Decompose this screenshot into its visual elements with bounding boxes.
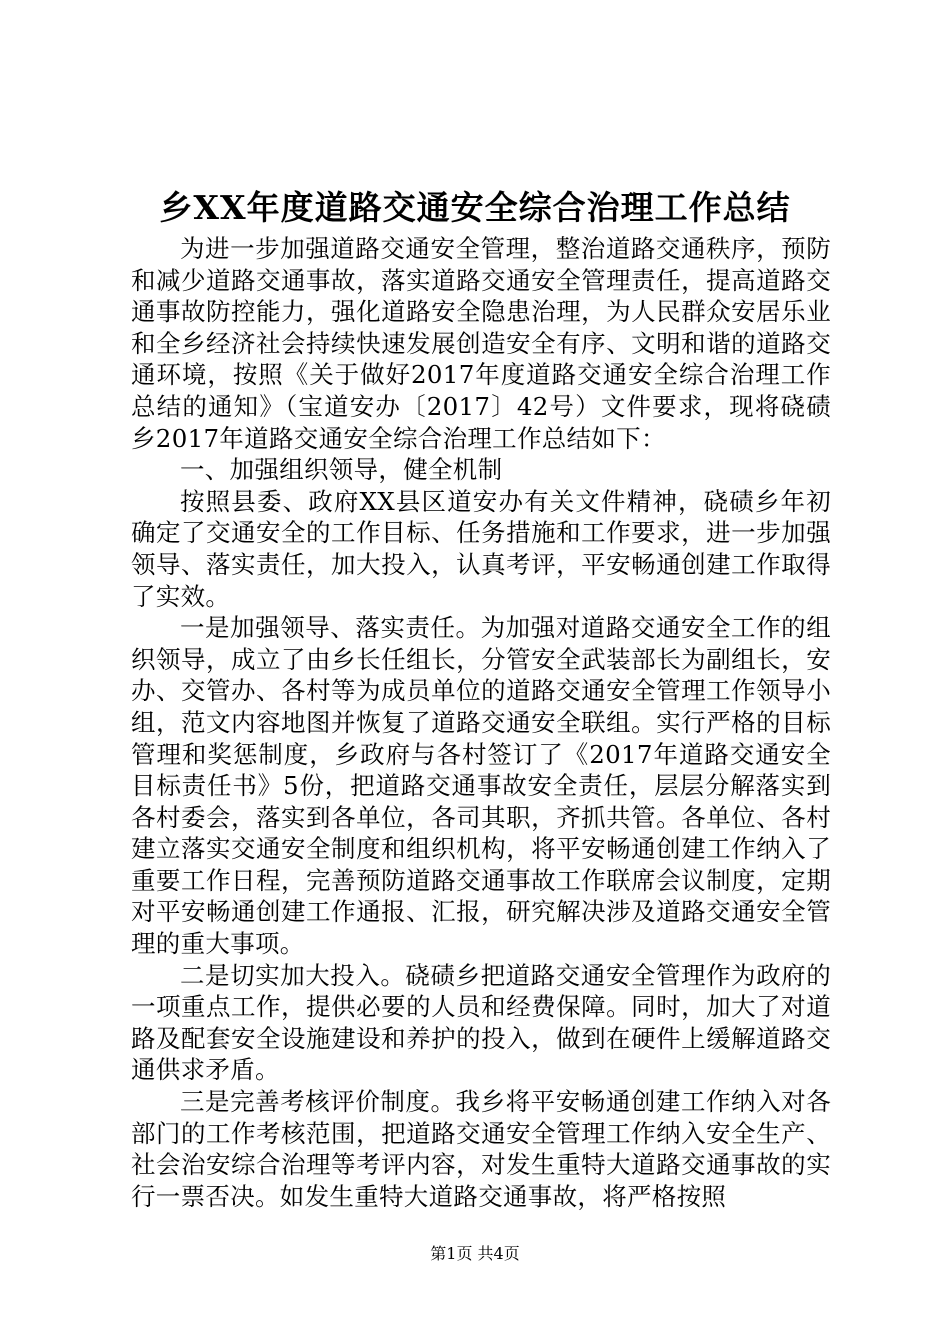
assessment-paragraph: 三是完善考核评价制度。我乡将平安畅通创建工作纳入对各部门的工作考核范围，把道路交通安全管理工作纳入安全生产、社会治安综合治理等考评内容，对发生重特大道路交通事故的实行一票否决。如发生重特大道路交通事故，将严格按照 bbox=[131, 1087, 831, 1211]
document-title: 乡XX年度道路交通安全综合治理工作总结 bbox=[159, 188, 791, 227]
investment-paragraph: 二是切实加大投入。硗碛乡把道路交通安全管理作为政府的一项重点工作，提供必要的人员和经费保障。同时，加大了对道路及配套安全设施建设和养护的投入，做到在硬件上缓解道路交通供求矛盾。 bbox=[131, 960, 831, 1085]
page-footer: 第1页 共4页 bbox=[430, 1244, 520, 1263]
intro-paragraph: 为进一步加强道路交通安全管理，整治道路交通秩序，预防和减少道路交通事故，落实道路交通安全管理责任，提高道路交通事故防控能力，强化道路安全隐患治理，为人民群众安居乐业和全乡经济社会持续快速发展创造安全有序、文明和谐的道路交通环境，按照《关于做好2017年度道路交通安全综合治理工作总结的通知》（宝道安办〔2017〕42号）文件要求，现将硗碛乡2017年道路交通安全综合治理工作总结如下： bbox=[131, 234, 831, 453]
document-body bbox=[131, 233, 831, 1212]
section-paragraph: 按照县委、政府XX县区道安办有关文件精神，硗碛乡年初确定了交通安全的工作目标、任务措施和工作要求，进一步加强领导、落实责任，加大投入，认真考评，平安畅通创建工作取得了实效。 bbox=[131, 486, 831, 611]
leadership-paragraph: 一是加强领导、落实责任。为加强对道路交通安全工作的组织领导，成立了由乡长任组长，分管安全武装部长为副组长，安办、交管办、各村等为成员单位的道路交通安全管理工作领导小组，范文内容地图并恢复了道路交通安全联组。实行严格的目标管理和奖惩制度，乡政府与各村签订了《2017年道路交通安全目标责任书》5份，把道路交通事故安全责任，层层分解落实到各村委会，落实到各单位，各司其职，齐抓共管。各单位、各村建立落实交通安全制度和组织机构，将平安畅通创建工作纳入了重要工作日程，完善预防道路交通事故工作联席会议制度，定期对平安畅通创建工作通报、汇报，研究解决涉及道路交通安全管理的重大事项。 bbox=[131, 613, 832, 959]
section-heading: 一、加强组织领导，健全机制 bbox=[180, 455, 503, 485]
